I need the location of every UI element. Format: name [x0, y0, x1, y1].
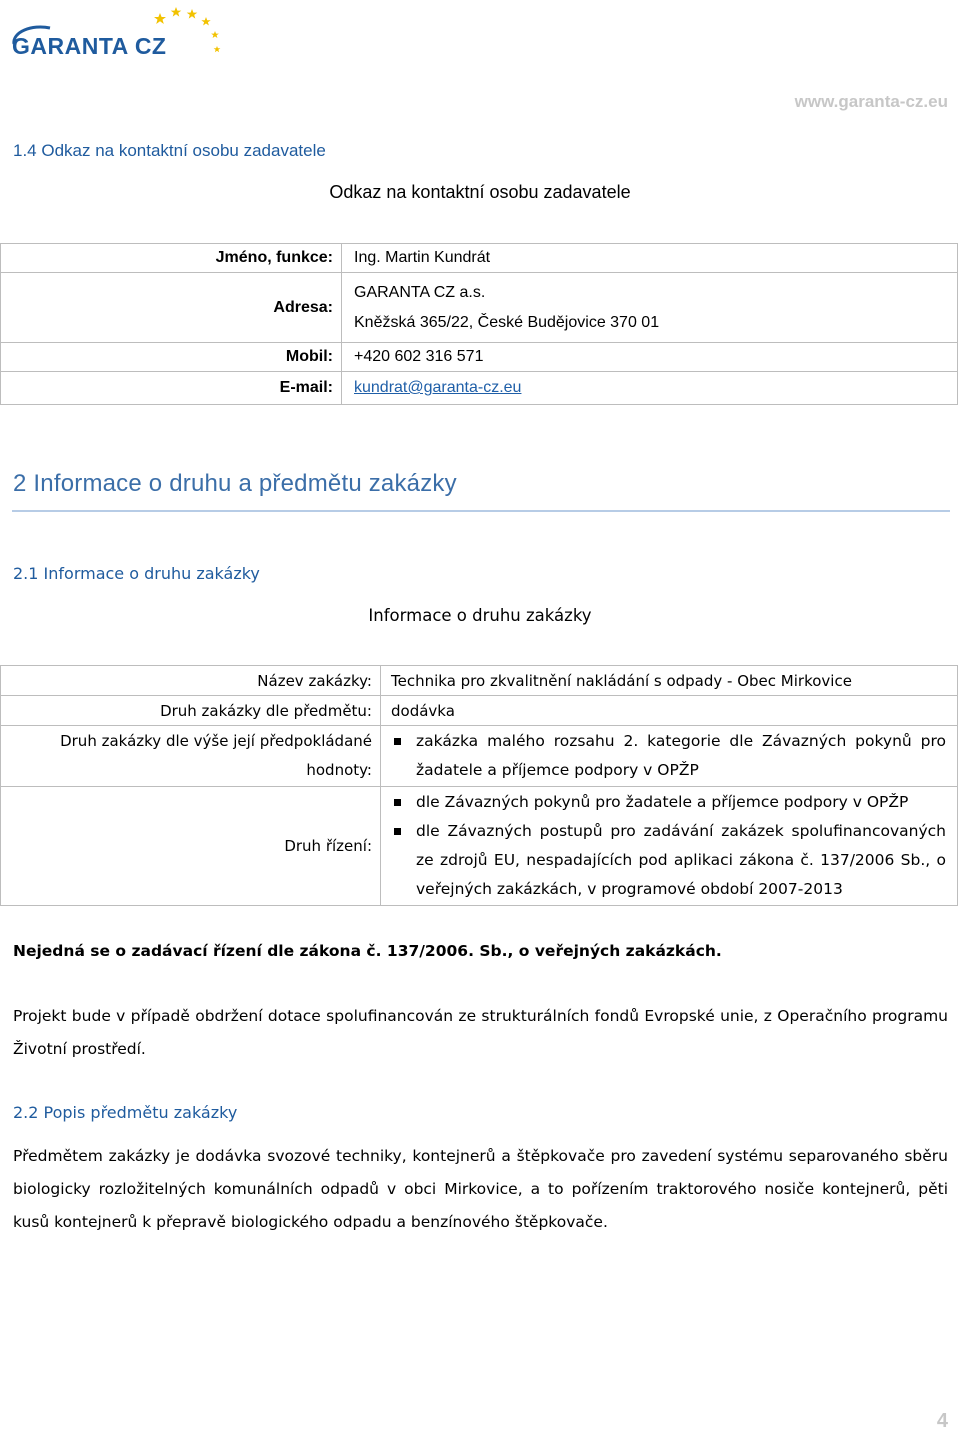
address-value	[342, 273, 958, 343]
procedure-type-label: Druh řízení:	[1, 787, 381, 906]
not-public-procurement-notice: Nejedná se o zadávací řízení dle zákona č. 137/2006. Sb., o veřejných zakázkách.	[13, 942, 722, 960]
mobile-value: +420 602 316 571	[342, 343, 958, 372]
list-item: dle Závazných postupů pro zadávání zakázek spolufinancovaných ze zdrojů EU, nespadajících pod aplikaci zákona č. 137/2006 Sb., o veřejných zakázkách, v programové období 2007-2013	[382, 817, 956, 904]
contact-table	[0, 243, 958, 405]
tender-type-table-title: Informace o druhu zakázky	[368, 606, 592, 625]
name-value: Ing. Martin Kundrát	[342, 244, 958, 273]
section-1-4-heading: 1.4 Odkaz na kontaktní osobu zadavatele	[13, 141, 326, 160]
logo-text: GARANTA CZ	[12, 33, 167, 59]
tender-name-label: Název zakázky:	[1, 666, 381, 696]
section-2-2-heading: 2.2 Popis předmětu zakázky	[13, 1103, 238, 1122]
type-by-subject-value: dodávka	[381, 696, 958, 726]
table-row	[1, 787, 958, 906]
table-row	[1, 244, 958, 273]
section-2-1-heading: 2.1 Informace o druhu zakázky	[13, 564, 260, 583]
email-value	[342, 372, 958, 405]
tender-type-table	[0, 665, 958, 906]
type-by-value-cell	[381, 726, 958, 787]
website-url[interactable]: www.garanta-cz.eu	[794, 92, 948, 111]
tender-name-value: Technika pro zkvalitnění nakládání s odpady - Obec Mirkovice	[381, 666, 958, 696]
project-funding-paragraph: Projekt bude v případě obdržení dotace spolufinancován ze strukturálních fondů Evropské unie, z Operačního programu Životní prostředí.	[13, 1007, 948, 1058]
mobile-label: Mobil:	[1, 343, 342, 372]
address-label: Adresa:	[1, 273, 342, 343]
type-by-subject-label: Druh zakázky dle předmětu:	[1, 696, 381, 726]
table-row	[1, 726, 958, 787]
table-row	[1, 343, 958, 372]
table-row	[1, 273, 958, 343]
address-line-1: GARANTA CZ a.s.	[354, 283, 486, 301]
table-row	[1, 666, 958, 696]
subject-description-paragraph: Předmětem zakázky je dodávka svozové techniky, kontejnerů a štěpkovače pro zavedení systému separovaného sběru biologicky rozložitelných komunálních odpadů v obci Mirkovice, a to pořízením traktorového nosiče kontejnerů, pěti kusů kontejnerů k přepravě biologického odpadu a benzínového štěpkovače.	[13, 1147, 948, 1231]
procedure-type-cell	[381, 787, 958, 906]
table-row	[1, 372, 958, 405]
type-by-value-label-line-2: hodnoty:	[306, 761, 372, 779]
list-item: zakázka malého rozsahu 2. kategorie dle Závazných pokynů pro žadatele a příjemce podpory v OPŽP	[382, 727, 956, 785]
heading-divider	[12, 510, 950, 512]
address-line-2: Kněžská 365/22, České Budějovice 370 01	[354, 313, 660, 331]
table-row	[1, 696, 958, 726]
company-logo	[10, 4, 225, 66]
email-label: E-mail:	[1, 372, 342, 405]
logo-graphic	[10, 4, 225, 66]
type-by-value-label-line-1: Druh zakázky dle výše její předpokládané	[60, 732, 372, 750]
contact-table-title: Odkaz na kontaktní osobu zadavatele	[329, 182, 631, 202]
list-item: dle Závazných pokynů pro žadatele a příjemce podpory v OPŽP	[382, 788, 956, 817]
type-by-value-label	[1, 726, 381, 787]
email-link[interactable]: kundrat@garanta-cz.eu	[354, 379, 522, 396]
name-label: Jméno, funkce:	[1, 244, 342, 273]
page-number: 4	[936, 1410, 948, 1432]
section-2-heading: 2 Informace o druhu a předmětu zakázky	[13, 470, 457, 497]
